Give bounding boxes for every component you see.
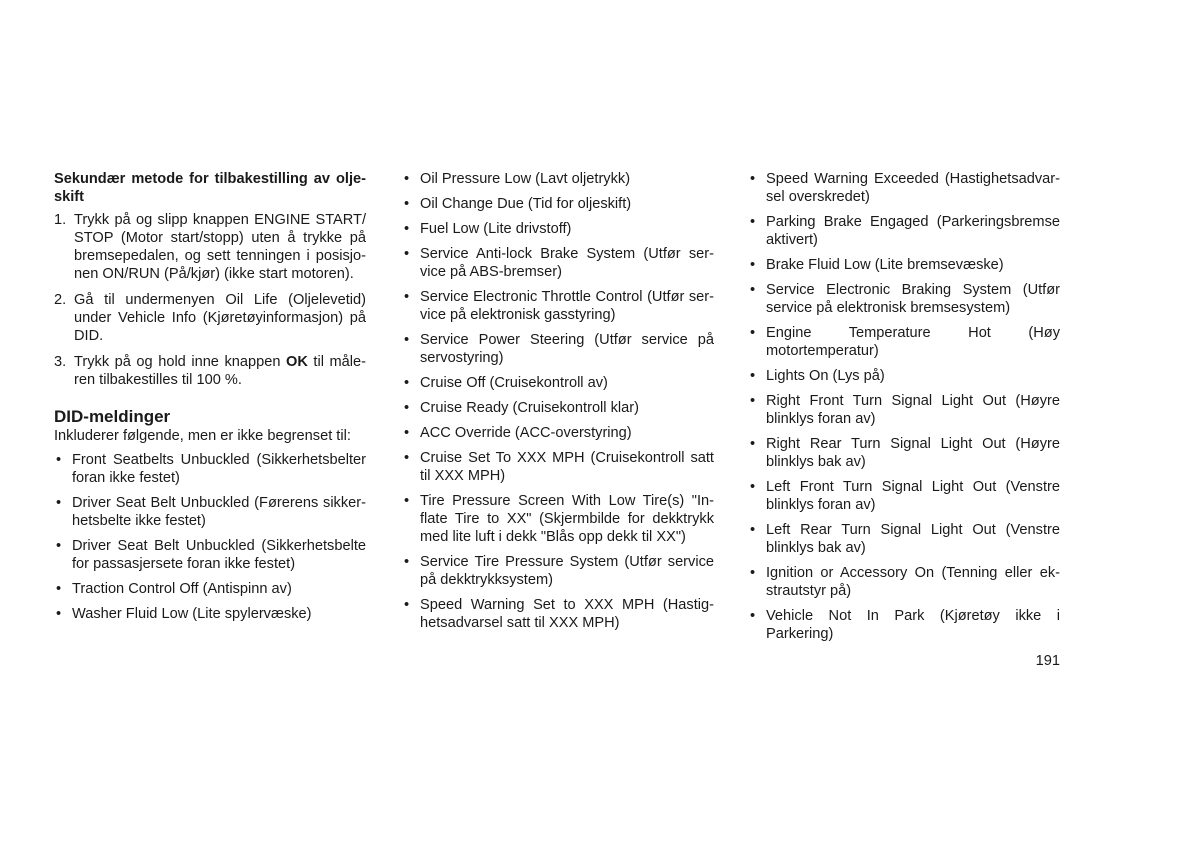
bullet-icon: • (404, 597, 410, 613)
list-item (748, 170, 1060, 206)
list-item (54, 451, 366, 487)
bullet-icon: • (750, 393, 756, 409)
list-item-text: Right Front Turn Signal Light Out (Høyre blinklys foran av) (766, 393, 1060, 427)
bullet-icon: • (404, 196, 410, 212)
list-item-text: Fuel Low (Lite drivstoff) (420, 221, 572, 237)
did-messages-title: DID-meldinger (54, 407, 171, 426)
bullet-icon: • (750, 171, 756, 187)
list-item-text: Lights On (Lys på) (766, 368, 885, 384)
list-item (402, 449, 714, 485)
bullet-icon: • (404, 425, 410, 441)
bullet-icon: • (404, 450, 410, 466)
list-item (402, 245, 714, 281)
bullet-icon: • (750, 436, 756, 452)
list-item (402, 374, 714, 392)
list-item-text: Oil Pressure Low (Lavt oljetrykk) (420, 171, 631, 187)
bullet-icon: • (750, 522, 756, 538)
reset-method-heading: Sekundær metode for tilbakestilling av olje-skift (54, 171, 366, 205)
bullet-icon: • (56, 495, 62, 511)
list-item-text: Front Seatbelts Unbuckled (Sikkerhetsbelter foran ikke festet) (72, 452, 366, 486)
list-item-text: Brake Fluid Low (Lite bremsevæske) (766, 257, 1004, 273)
list-item-text: Parking Brake Engaged (Parkeringsbremse aktivert) (766, 214, 1060, 248)
left-column (54, 170, 366, 630)
step-item (54, 353, 366, 389)
bullet-icon: • (404, 171, 410, 187)
list-item (54, 537, 366, 573)
list-item-text: Service Anti-lock Brake System (Utfør ser-vice på ABS-bremser) (420, 246, 714, 280)
bullet-icon: • (404, 375, 410, 391)
step-item (54, 211, 366, 283)
list-item (748, 607, 1060, 643)
list-item (54, 494, 366, 530)
list-item-text: Service Power Steering (Utfør service på servostyring) (420, 332, 714, 366)
list-item (402, 492, 714, 546)
list-item (402, 553, 714, 589)
step-text (74, 353, 366, 389)
step-number: 1. (54, 212, 67, 228)
step-item (54, 291, 366, 345)
bullet-icon: • (404, 289, 410, 305)
bullet-icon: • (56, 606, 62, 622)
list-item (748, 281, 1060, 317)
step-text-after: til måle-ren tilbakestilles til 100 %. (74, 354, 366, 388)
ok-button-label: OK (286, 354, 308, 370)
bullet-icon: • (404, 400, 410, 416)
list-item (402, 288, 714, 324)
step-text-before: Trykk på og hold inne knappen (74, 354, 286, 370)
did-messages-list (402, 170, 714, 632)
list-item (54, 580, 366, 598)
step-number: 2. (54, 292, 67, 308)
step-text: Gå til undermenyen Oil Life (Oljelevetid) under Vehicle Info (Kjøretøyinformasjon) på DID. (74, 292, 366, 344)
bullet-icon: • (404, 554, 410, 570)
list-item (54, 605, 366, 623)
list-item (748, 324, 1060, 360)
list-item-text: Cruise Set To XXX MPH (Cruisekontroll satt til XXX MPH) (420, 450, 714, 484)
bullet-icon: • (750, 282, 756, 298)
list-item-text: Vehicle Not In Park (Kjøretøy ikke i Parkering) (766, 608, 1060, 642)
list-item-text: ACC Override (ACC-overstyring) (420, 425, 632, 441)
bullet-icon: • (404, 493, 410, 509)
did-messages-list (748, 170, 1060, 643)
list-item-text: Right Rear Turn Signal Light Out (Høyre blinklys bak av) (766, 436, 1060, 470)
reset-steps-list (54, 211, 366, 389)
bullet-icon: • (750, 479, 756, 495)
list-item (402, 399, 714, 417)
step-text: Trykk på og slipp knappen ENGINE START/ STOP (Motor start/stopp) uten å trykke på bremsepedalen, og sett tenningen i posisjo-nen ON/RUN (På/kjør) (ikke start motoren). (74, 212, 366, 282)
bullet-icon: • (404, 332, 410, 348)
list-item (402, 596, 714, 632)
bullet-icon: • (56, 538, 62, 554)
bullet-icon: • (750, 325, 756, 341)
list-item-text: Ignition or Accessory On (Tenning eller ek-strautstyr på) (766, 565, 1060, 599)
list-item-text: Traction Control Off (Antispinn av) (72, 581, 292, 597)
middle-column (402, 170, 714, 639)
bullet-icon: • (750, 608, 756, 624)
bullet-icon: • (404, 246, 410, 262)
bullet-icon: • (750, 565, 756, 581)
list-item-text: Cruise Ready (Cruisekontroll klar) (420, 400, 639, 416)
list-item (402, 220, 714, 238)
list-item (402, 195, 714, 213)
did-messages-list (54, 451, 366, 623)
step-number: 3. (54, 354, 67, 370)
list-item-text: Left Rear Turn Signal Light Out (Venstre blinklys bak av) (766, 522, 1060, 556)
list-item-text: Service Electronic Braking System (Utfør service på elektronisk bremsesystem) (766, 282, 1060, 316)
bullet-icon: • (56, 452, 62, 468)
list-item-text: Driver Seat Belt Unbuckled (Førerens sikker-hetsbelte ikke festet) (72, 495, 366, 529)
list-item (748, 256, 1060, 274)
page-number: 191 (1035, 653, 1060, 669)
list-item (748, 564, 1060, 600)
list-item-text: Washer Fluid Low (Lite spylervæske) (72, 606, 312, 622)
list-item (748, 521, 1060, 557)
list-item-text: Speed Warning Exceeded (Hastighetsadvar-sel overskredet) (766, 171, 1060, 205)
bullet-icon: • (750, 257, 756, 273)
list-item (748, 392, 1060, 428)
list-item-text: Left Front Turn Signal Light Out (Venstre blinklys foran av) (766, 479, 1060, 513)
list-item-text: Speed Warning Set to XXX MPH (Hastig-hetsadvarsel satt til XXX MPH) (420, 597, 714, 631)
did-intro: Inkluderer følgende, men er ikke begrenset til: (54, 428, 351, 444)
bullet-icon: • (750, 368, 756, 384)
list-item (748, 478, 1060, 514)
list-item-text: Tire Pressure Screen With Low Tire(s) "In-flate Tire to XX" (Skjermbilde for dekktrykk med lite luft i dekk "Blås opp dekk til XX") (420, 493, 714, 545)
list-item-text: Driver Seat Belt Unbuckled (Sikkerhetsbelte for passasjersete foran ikke festet) (72, 538, 366, 572)
list-item (402, 331, 714, 367)
bullet-icon: • (404, 221, 410, 237)
list-item (748, 435, 1060, 471)
list-item (748, 213, 1060, 249)
list-item (402, 424, 714, 442)
right-column (748, 170, 1060, 650)
bullet-icon: • (750, 214, 756, 230)
list-item-text: Service Tire Pressure System (Utfør service på dekktrykksystem) (420, 554, 714, 588)
list-item-text: Service Electronic Throttle Control (Utfør ser-vice på elektronisk gasstyring) (420, 289, 714, 323)
list-item (402, 170, 714, 188)
list-item-text: Oil Change Due (Tid for oljeskift) (420, 196, 632, 212)
list-item-text: Engine Temperature Hot (Høy motortemperatur) (766, 325, 1060, 359)
list-item-text: Cruise Off (Cruisekontroll av) (420, 375, 608, 391)
bullet-icon: • (56, 581, 62, 597)
list-item (748, 367, 1060, 385)
